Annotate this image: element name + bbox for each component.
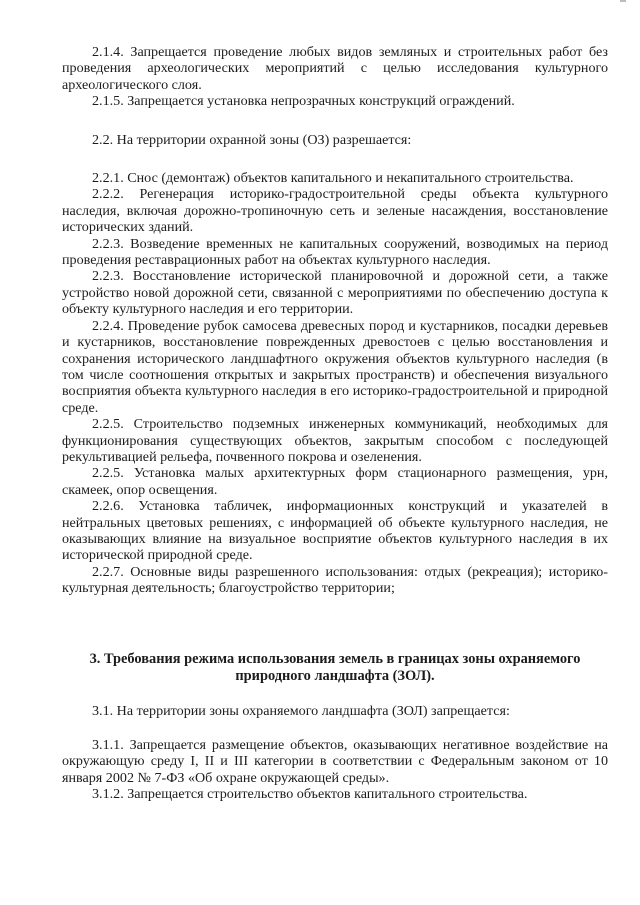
- paragraph-2-2-2: 2.2.2. Регенерация историко-градостроительной среды объекта культурного наследия, включая дорожно-тропиночную сеть и зеленые насаждения, восстановление исторических зданий.: [62, 186, 608, 236]
- paragraph-2-2-3-b: 2.2.3. Восстановление исторической планировочной и дорожной сети, а также устройство новой дорожной сети, связанной с мероприятиями по обеспечению доступа к объекту культурного наследия и его территории.: [62, 268, 608, 318]
- zol-prohibited-heading: 3.1. На территории зоны охраняемого ландшафта (ЗОЛ) запрещается:: [92, 702, 510, 719]
- paragraph-2-2-4: 2.2.4. Проведение рубок самосева древесных пород и кустарников, посадки деревьев и кустарников, восстановление поврежденных древостоев с целью восстановления и сохранения исторического ландшафтного окружения объектов культурного наследия (в том числе соотношения открытых и закрытых пространств) и обеспечения визуального восприятия объекта культурного наследия в его историко-градостроительной и природной среде.: [62, 317, 608, 416]
- scan-speck: [620, 0, 626, 2]
- paragraph-3-1-1: 3.1.1. Запрещается размещение объектов, оказывающих негативное воздействие на окружающую среду I, II и III категории в соответствии с Федеральным законом от 10 января 2002 № 7-ФЗ «Об охране окружающей среды».: [62, 737, 608, 786]
- paragraph-2-2-1: 2.2.1. Снос (демонтаж) объектов капитального и некапитального строительства.: [92, 170, 574, 187]
- paragraph-2-2-7: 2.2.7. Основные виды разрешенного использования: отдых (рекреация); историко-культурная деятельность; благоустройство территории;: [62, 563, 608, 597]
- section-3-title: 3. Требования режима использования земель в границах зоны охраняемого природного ландшафта (ЗОЛ).: [89, 650, 581, 684]
- paragraph-2-2-3-a: 2.2.3. Возведение временных не капитальных сооружений, возводимых на период проведения реставрационных работ на объектах культурного наследия.: [62, 235, 608, 269]
- oz-allowed-heading: 2.2. На территории охранной зоны (ОЗ) разрешается:: [92, 131, 412, 148]
- paragraph-2-1-4: 2.1.4. Запрещается проведение любых видов земляных и строительных работ без проведения археологических мероприятий с целью исследования культурного археологического слоя.: [62, 44, 608, 93]
- paragraph-2-1-5: 2.1.5. Запрещается установка непрозрачных конструкций ограждений.: [92, 93, 515, 110]
- paragraph-2-2-5-b: 2.2.5. Установка малых архитектурных форм стационарного размещения, урн, скамеек, опор освещения.: [62, 465, 608, 498]
- paragraph-3-1-2: 3.1.2. Запрещается строительство объектов капитального строительства.: [92, 786, 528, 803]
- paragraph-2-2-6: 2.2.6. Установка табличек, информационных конструкций и указателей в нейтральных цветовых решениях, с информацией об объекте культурного наследия, не оказывающих влияние на визуальное восприятие объектов культурного наследия в их исторической природной среде.: [62, 498, 608, 564]
- paragraph-2-2-5-a: 2.2.5. Строительство подземных инженерных коммуникаций, необходимых для функционирования существующих объектов, закрытым способом с последующей рекультивацией рельефа, почвенного покрова и озеленения.: [62, 416, 608, 465]
